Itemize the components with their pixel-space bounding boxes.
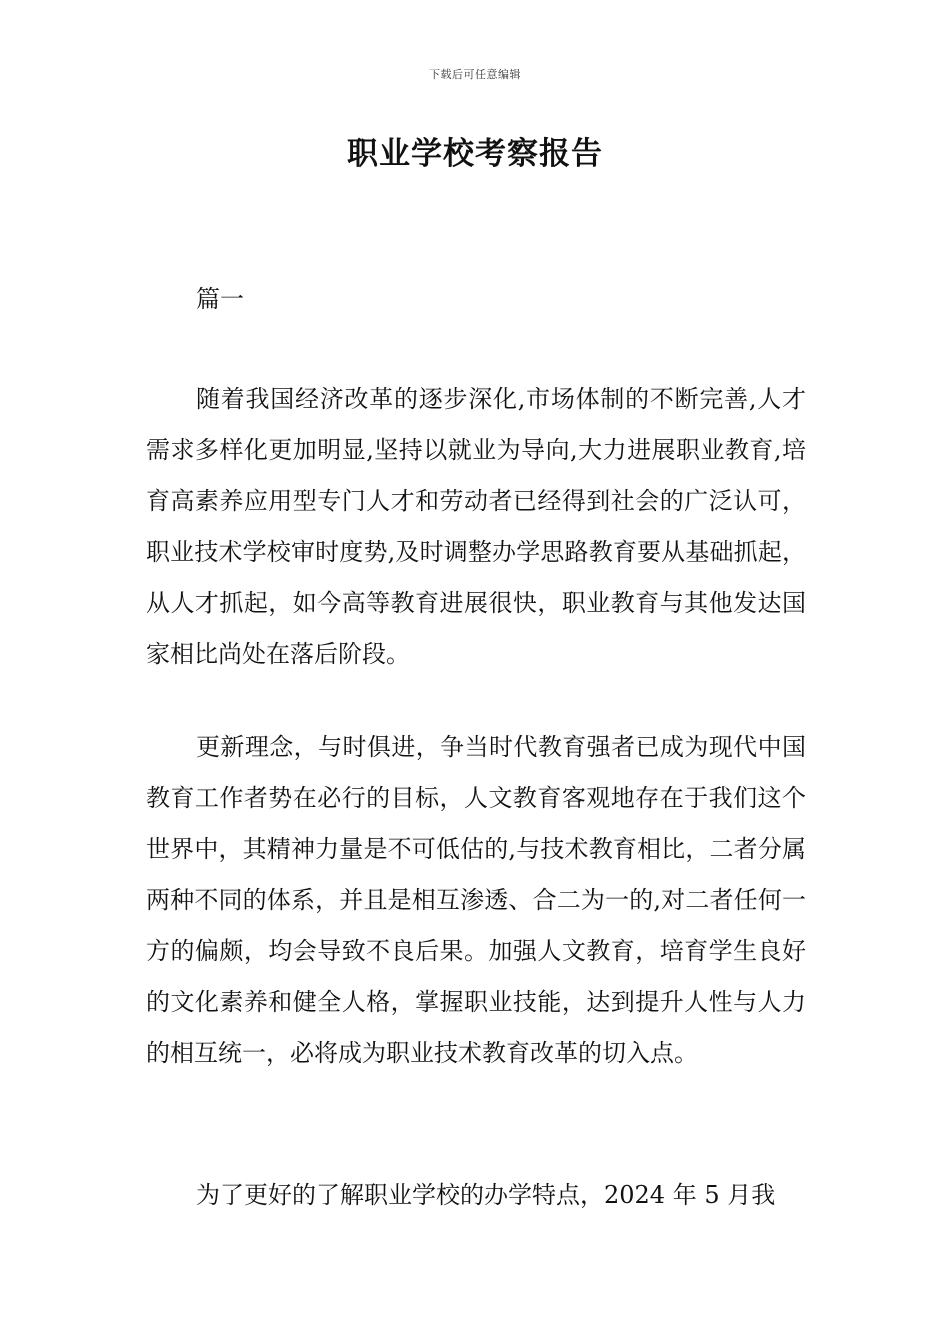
document-title: 职业学校考察报告 (347, 136, 603, 172)
header-note: 下载后可任意编辑 (429, 68, 521, 81)
paragraph-2: 更新理念，与时俱进，争当时代教育强者已成为现代中国教育工作者势在必行的目标，人文教育客观地存在于我们这个世界中，其精神力量是不可低估的,与技术教育相比，二者分属两种不同的体系，并且是相互渗透、合二为一的,对二者任何一方的偏颇，均会导致不良后果。加强人文教育，培育学生良好的文化素养和健全人格，掌握职业技能，达到提升人性与人力的相互统一，必将成为职业技术教育改革的切入点。 (146, 733, 806, 1067)
paragraph-3: 为了更好的了解职业学校的办学特点，2024 年 5 月我 (196, 1181, 776, 1209)
paragraph-1: 随着我国经济改革的逐步深化,市场体制的不断完善,人才需求多样化更加明显,坚持以就业为导向,大力进展职业教育,培育高素养应用型专门人才和劳动者已经得到社会的广泛认可，职业技术学校审时度势,及时调整办学思路教育要从基础抓起，从人才抓起，如今高等教育进展很快，职业教育与其他发达国家相比尚处在落后阶段。 (146, 385, 806, 668)
section-label: 篇一 (196, 285, 244, 313)
